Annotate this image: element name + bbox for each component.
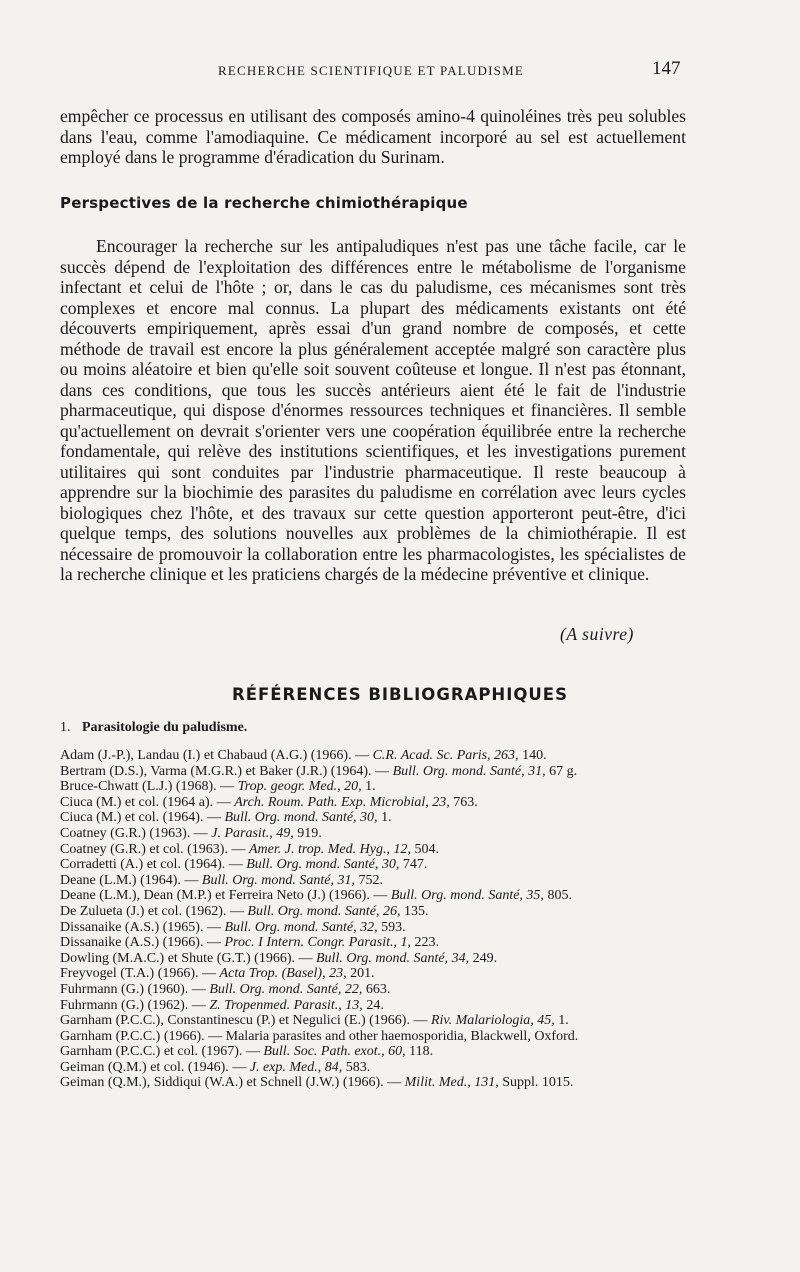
reference-source: Trop. geogr. Med., 20, [237, 779, 362, 795]
reference-authors: Coatney (G.R.) et col. (1963). — [60, 841, 249, 857]
reference-entry [60, 920, 686, 936]
intro-paragraph: empêcher ce processus en utilisant des composés amino-4 quinoléines très peu solubles dans l'eau, comme l'amodiaquine. Ce médicament incorporé au sel est actuellement employé dans le programme d'éradication du Surinam. [60, 106, 686, 167]
reference-pages: 1. [377, 810, 392, 826]
reference-authors: Bertram (D.S.), Varma (M.G.R.) et Baker (J.R.) (1964). — [60, 763, 393, 779]
reference-source: J. Parasit., 49, [211, 825, 294, 841]
reference-source: Acta Trop. (Basel), 23, [219, 966, 347, 982]
reference-entry [60, 1029, 686, 1045]
reference-pages: 135. [400, 903, 429, 919]
reference-authors: Ciuca (M.) et col. (1964 a). — [60, 794, 235, 810]
reference-source: Bull. Soc. Path. exot., 60, [263, 1044, 406, 1060]
reference-entry [60, 966, 686, 982]
reference-authors: Coatney (G.R.) (1963). — [60, 825, 212, 841]
reference-entry [60, 1075, 686, 1091]
reference-authors: Freyvogel (T.A.) (1966). — [60, 966, 220, 982]
reference-entry [60, 779, 686, 795]
reference-pages: 24. [362, 997, 384, 1013]
reference-entry [60, 764, 686, 780]
reference-authors: Deane (L.M.), Dean (M.P.) et Ferreira Neto (J.) (1966). — [60, 888, 391, 904]
running-header: RECHERCHE SCIENTIFIQUE ET PALUDISME [218, 63, 524, 78]
reference-source: Bull. Org. mond. Santé, 30, [224, 810, 378, 826]
reference-pages: 1. [554, 1013, 569, 1029]
reference-authors: Dowling (M.A.C.) et Shute (G.T.) (1966). — [60, 950, 316, 966]
reference-pages: 663. [362, 981, 391, 997]
reference-source: Bull. Org. mond. Santé, 31, [392, 763, 546, 779]
reference-authors: Geiman (Q.M.), Siddiqui (W.A.) et Schnell (J.W.) (1966). — [60, 1075, 405, 1091]
page-number: 147 [652, 58, 681, 79]
reference-source: C.R. Acad. Sc. Paris, 263, [372, 748, 519, 763]
reference-entry [60, 1013, 686, 1029]
reference-authors: Ciuca (M.) et col. (1964). — [60, 810, 225, 826]
reference-entry [60, 888, 686, 904]
references-title: RÉFÉRENCES BIBLIOGRAPHIQUES [232, 685, 568, 704]
reference-entry [60, 810, 686, 826]
reference-source: Arch. Roum. Path. Exp. Microbial, 23, [234, 794, 450, 810]
reference-pages: Suppl. 1015. [498, 1075, 574, 1091]
subsection-title: Parasitologie du paludisme. [82, 720, 248, 735]
reference-list [60, 748, 686, 1091]
reference-entry [60, 748, 686, 764]
reference-source: Bull. Org. mond. Santé, 35, [390, 888, 544, 904]
reference-pages: 763. [449, 794, 478, 810]
reference-entry [60, 904, 686, 920]
reference-source: Bull. Org. mond. Santé, 31, [201, 872, 355, 888]
reference-source: Z. Tropenmed. Parasit., 13, [209, 997, 363, 1013]
reference-source: Bull. Org. mond. Santé, 26, [247, 903, 401, 919]
reference-authors: Geiman (Q.M.) et col. (1946). — [60, 1059, 250, 1075]
reference-source: J. exp. Med., 84, [249, 1059, 343, 1075]
reference-entry [60, 842, 686, 858]
reference-authors: De Zulueta (J.) et col. (1962). — [60, 903, 248, 919]
reference-entry [60, 998, 686, 1014]
references-subsection [60, 720, 247, 736]
reference-authors: Garnham (P.C.C.) et col. (1967). — [60, 1044, 264, 1060]
reference-entry [60, 951, 686, 967]
reference-pages: 249. [469, 950, 498, 966]
reference-authors: Adam (J.-P.), Landau (I.) et Chabaud (A.G.) (1966). — [60, 748, 373, 763]
reference-source: Bull. Org. mond. Santé, 34, [316, 950, 470, 966]
reference-entry [60, 1044, 686, 1060]
reference-entry [60, 873, 686, 889]
reference-pages: 593. [377, 919, 406, 935]
reference-entry [60, 1060, 686, 1076]
reference-authors: Dissanaike (A.S.) (1965). — [60, 919, 225, 935]
reference-pages: 201. [346, 966, 375, 982]
reference-pages: 140. [518, 748, 547, 763]
reference-source: Proc. I Intern. Congr. Parasit., 1, [224, 935, 412, 951]
reference-authors: Garnham (P.C.C.), Constantinescu (P.) et Negulici (E.) (1966). — [60, 1013, 431, 1029]
reference-pages: 747. [399, 857, 428, 873]
reference-source: Bull. Org. mond. Santé, 30, [246, 857, 400, 873]
reference-source: Riv. Malariologia, 45, [430, 1013, 555, 1029]
reference-source: Bull. Org. mond. Santé, 32, [224, 919, 378, 935]
reference-authors: Fuhrmann (G.) (1960). — [60, 981, 210, 997]
reference-authors: Dissanaike (A.S.) (1966). — [60, 935, 225, 951]
reference-pages: 504. [410, 841, 439, 857]
reference-pages: 223. [411, 935, 440, 951]
reference-entry [60, 857, 686, 873]
reference-entry [60, 935, 686, 951]
subsection-number: 1. [60, 720, 71, 735]
continued-note: (A suivre) [560, 624, 634, 644]
section-paragraph: Encourager la recherche sur les antipaludiques n'est pas une tâche facile, car le succès dépend de l'exploitation des différences entre le métabolisme de l'organisme infectant et celui de l'hôte ; or, dans le cas du paludisme, ces mécanismes sont très complexes et encore mal connus. La plupart des médicaments existants ont été découverts empiriquement, après essai d'un grand nombre de composés, et cette méthode de travail est encore la plus généralement acceptée malgré son caractère plus ou moins aléatoire et bien qu'elle soit souvent coûteuse et longue. Il n'est pas étonnant, dans ces conditions, que tous les succès antérieurs aient été le fait de l'industrie pharmaceutique, qui dispose d'énormes ressources techniques et financières. Il semble qu'actuellement on devrait s'orienter vers une coopération équilibrée entre la recherche fondamentale, qui relève des institutions scientifiques, et les investigations purement utilitaires qui sont conduites par l'industrie pharmaceutique. Il reste beaucoup à apprendre sur la biochimie des parasites du paludisme en corrélation avec leurs cycles biologiques chez l'hôte, et des travaux sur cette question apporteront peut-être, d'ici quelque temps, des solutions nouvelles aux problèmes de la chimiothérapie. Il est nécessaire de promouvoir la collaboration entre les pharmacologistes, les spécialistes de la recherche clinique et les praticiens chargés de la médecine préventive et clinique. [60, 236, 686, 584]
reference-authors: Garnham (P.C.C.) (1966). — Malaria parasites and other haemosporidia, Blackwell, Oxford. [60, 1028, 579, 1044]
reference-authors: Corradetti (A.) et col. (1964). — [60, 857, 247, 873]
reference-entry [60, 982, 686, 998]
reference-pages: 583. [342, 1059, 371, 1075]
section-heading: Perspectives de la recherche chimiothérapique [60, 194, 468, 212]
reference-authors: Fuhrmann (G.) (1962). — [60, 997, 210, 1013]
reference-entry [60, 795, 686, 811]
reference-pages: 805. [543, 888, 572, 904]
reference-pages: 67 g. [545, 763, 578, 779]
reference-source: Bull. Org. mond. Santé, 22, [209, 981, 363, 997]
reference-pages: 919. [293, 825, 322, 841]
reference-authors: Deane (L.M.) (1964). — [60, 872, 202, 888]
reference-pages: 1. [361, 779, 376, 795]
reference-entry [60, 826, 686, 842]
reference-pages: 752. [355, 872, 383, 888]
reference-source: Amer. J. trop. Med. Hyg., 12, [248, 841, 411, 857]
reference-source: Milit. Med., 131, [404, 1075, 499, 1091]
reference-pages: 118. [405, 1044, 434, 1060]
reference-authors: Bruce-Chwatt (L.J.) (1968). — [60, 779, 238, 795]
